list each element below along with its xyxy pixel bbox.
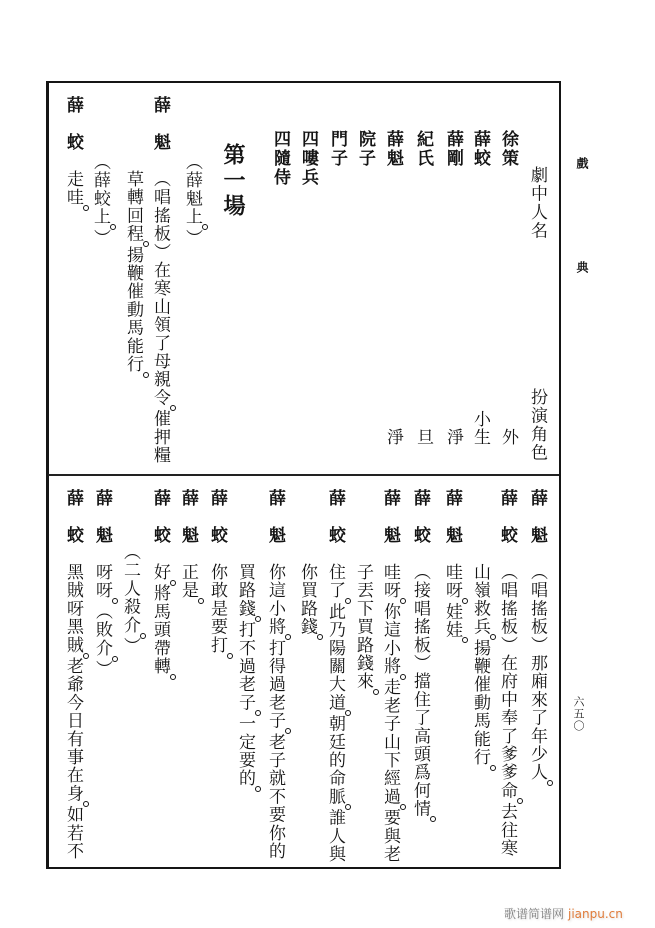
dialogue-text: 呀呀（敗介）: [93, 563, 111, 678]
dialogue-text: 你敢是要打: [208, 563, 226, 657]
stage-direction: （薛魁上）: [183, 153, 201, 247]
cast-member-role: 小生: [470, 409, 490, 446]
dialogue-text: 走哇: [64, 170, 82, 209]
cast-member-role: 淨: [383, 427, 403, 446]
speaker-name: 薛魁: [92, 489, 112, 563]
section-divider: [48, 474, 559, 476]
dialogue-text: 哇呀你這小將走老子山下經過要與老: [381, 563, 399, 863]
cast-member-name: 四隨侍: [270, 130, 290, 187]
speaker-name: 薛魁: [178, 489, 198, 563]
running-head-char-2: 典: [575, 261, 589, 273]
dialogue-continuation: 子丟下買路錢來: [354, 563, 372, 693]
speaker-name: 薛蛟: [325, 489, 345, 563]
dialogue-text: 哇呀娃娃: [443, 563, 461, 642]
dialogue-text: 你這小將打得過老子老子就不要你的: [266, 563, 284, 860]
speaker-name: 薛蛟: [150, 489, 170, 563]
stage-direction: （薛蛟上）: [91, 153, 109, 247]
cast-member-name: 薛蛟: [470, 130, 490, 168]
cast-member-name: 薛魁: [383, 130, 403, 168]
cast-member-name: 四嘍兵: [298, 130, 318, 187]
dialogue-text: （唱搖板）在府中奉了爹爹命去往寒: [498, 563, 516, 857]
cast-member-name: 門子: [327, 130, 347, 168]
dialogue-continuation: 山嶺救兵揚鞭催動馬能行: [471, 563, 489, 769]
cast-member-name: 紀氏: [413, 130, 433, 168]
dialogue-continuation: 草轉回程揚鞭催動馬能行: [124, 170, 142, 376]
cast-member-role: 淨: [443, 427, 463, 446]
speaker-name: 薛魁: [150, 96, 170, 170]
watermark: [504, 905, 623, 922]
speaker-name: 薛蛟: [497, 489, 517, 563]
cast-member-name: 徐策: [498, 130, 518, 168]
speaker-name: 薛蛟: [207, 489, 227, 563]
cast-heading-role: 扮演角色: [527, 388, 547, 462]
stage-direction: （二人殺介）: [121, 543, 139, 655]
dialogue-continuation: 買路錢打不過老子一定要的: [236, 563, 254, 790]
dialogue-text: （唱搖板）在寒山領了母親令催押糧: [151, 170, 169, 464]
cast-member-role: 旦: [413, 427, 433, 446]
dialogue-text: （接唱搖板）擋住了高頭爲何情: [411, 563, 429, 821]
speaker-name: 薛蛟: [63, 489, 83, 563]
speaker-name: 薛蛟: [410, 489, 430, 563]
cast-member-name: 院子: [355, 130, 375, 168]
dialogue-text: 住了此乃陽關大道朝廷的命脈誰人與: [326, 563, 344, 863]
cast-member-name: 薛剛: [443, 130, 463, 168]
speaker-name: 薛魁: [442, 489, 462, 563]
page-number: 六五〇: [572, 696, 585, 732]
dialogue-text: （唱搖板）那廂來了年少人: [528, 563, 546, 784]
dialogue-text: 正是: [179, 563, 197, 602]
dialogue-text: 黑賊呀黑賊老爺今日有事在身如若不: [64, 563, 82, 860]
speaker-name: 薛蛟: [63, 96, 83, 170]
watermark-site-name: 歌谱简谱网: [504, 907, 565, 921]
speaker-name: 薛魁: [527, 489, 547, 563]
dialogue-continuation: 你買路錢: [298, 563, 316, 639]
dialogue-text: 好將馬頭帶轉: [151, 563, 169, 678]
speaker-name: 薛魁: [265, 489, 285, 563]
watermark-domain: jianpu.cn: [568, 907, 623, 921]
cast-heading-name: 劇中人名: [527, 166, 547, 240]
running-head-char-1: 戲: [575, 157, 589, 169]
scene-title: 第一場: [220, 143, 246, 220]
speaker-name: 薛魁: [380, 489, 400, 563]
cast-member-role: 外: [498, 427, 518, 446]
